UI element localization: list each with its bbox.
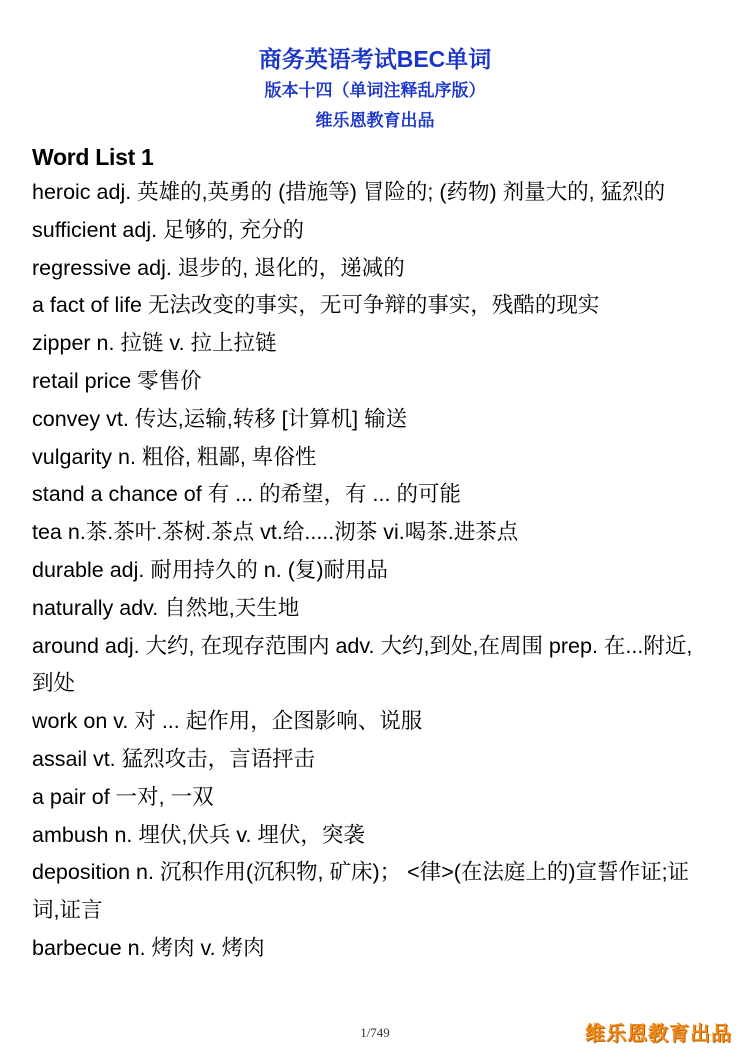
- vocab-entry: around adj. 大约, 在现存范围内 adv. 大约,到处,在周围 prep. 在...附近, 到处: [32, 633, 693, 696]
- vocab-entry: retail price 零售价: [32, 368, 202, 393]
- document-subtitle: 版本十四（单词注释乱序版）: [264, 81, 486, 100]
- vocab-entry: barbecue n. 烤肉 v. 烤肉: [32, 935, 265, 960]
- vocab-entry: deposition n. 沉积作用(沉积物, 矿床)； <律>(在法庭上的)宣誓作证;证词,证言: [32, 860, 690, 923]
- vocab-entry: sufficient adj. 足够的, 充分的: [32, 217, 305, 242]
- vocab-entry: work on v. 对 ... 起作用，企图影响、说服: [32, 709, 423, 734]
- document-title: 商务英语考试BEC单词: [258, 46, 492, 72]
- vocab-entry: ambush n. 埋伏,伏兵 v. 埋伏，突袭: [32, 822, 365, 847]
- vocab-entry: heroic adj. 英雄的,英勇的 (措施等) 冒险的; (药物) 剂量大的, 猛烈的: [32, 180, 666, 204]
- vocab-entry: convey vt. 传达,运输,转移 [计算机] 输送: [32, 406, 408, 431]
- vocab-entry: regressive adj. 退步的, 退化的，递减的: [32, 255, 405, 280]
- vocab-entry: assail vt. 猛烈攻击，言语抨击: [32, 746, 316, 771]
- publisher-watermark: 维乐恩教育出品: [585, 1023, 732, 1045]
- vocab-entry: durable adj. 耐用持久的 n. (复)耐用品: [32, 557, 389, 582]
- word-list-heading: Word List 1: [32, 144, 154, 170]
- vocab-entry: zipper n. 拉链 v. 拉上拉链: [32, 331, 277, 356]
- document-header: [0, 42, 750, 134]
- vocab-entry: stand a chance of 有 ... 的希望，有 ... 的可能: [32, 482, 461, 507]
- page-number: 1/749: [360, 1025, 390, 1040]
- vocab-entry: a fact of life 无法改变的事实，无可争辩的事实，残酷的现实: [32, 293, 600, 318]
- vocab-entry: tea n.茶.茶叶.茶树.茶点 vt.给.....沏茶 vi.喝茶.进茶点: [32, 520, 519, 545]
- vocab-entry: naturally adv. 自然地,天生地: [32, 595, 300, 620]
- vocab-entry: a pair of 一对, 一双: [32, 784, 214, 809]
- vocab-entry: vulgarity n. 粗俗, 粗鄙, 卑俗性: [32, 444, 317, 469]
- publisher-line: 维乐恩教育出品: [315, 111, 435, 130]
- vocabulary-list: [32, 174, 712, 968]
